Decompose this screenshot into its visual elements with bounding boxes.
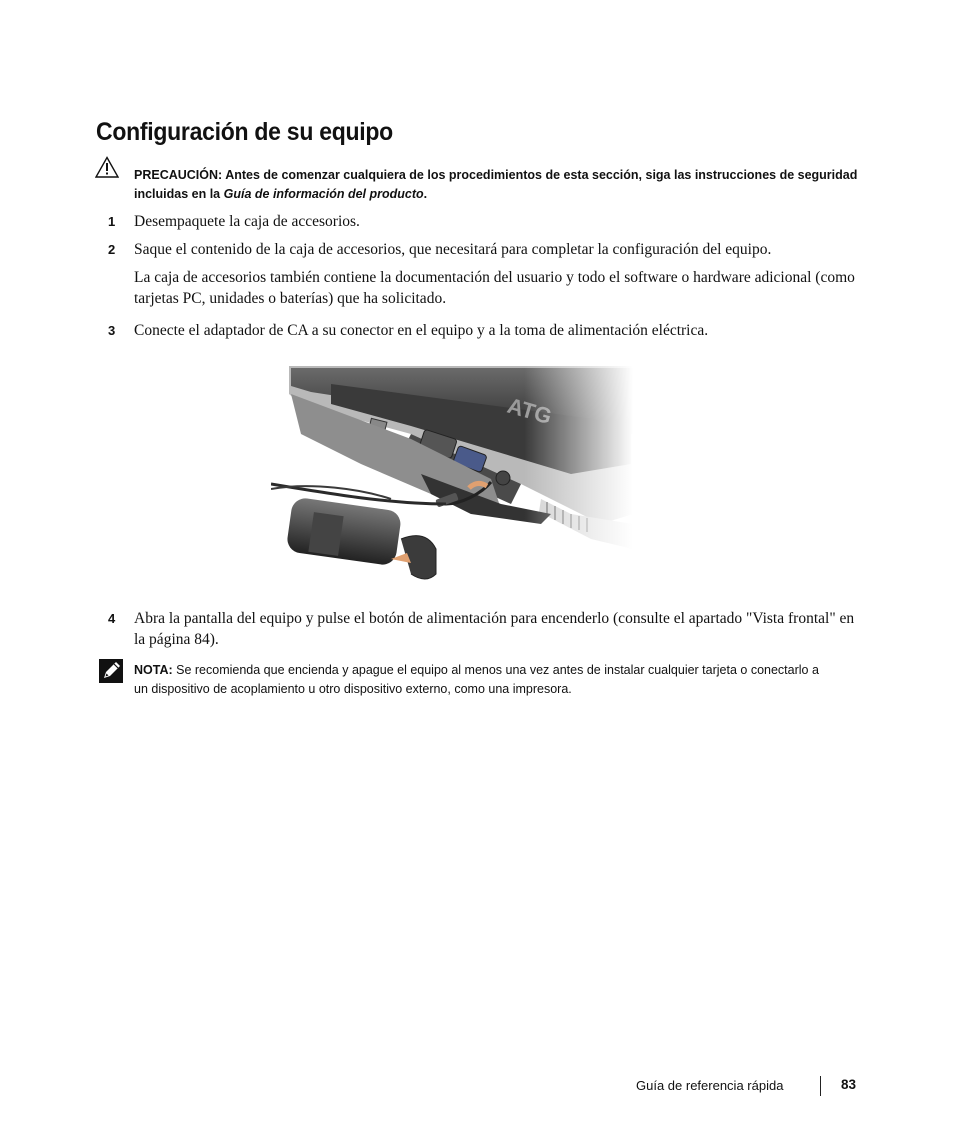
ac-adapter-illustration xyxy=(271,364,633,592)
footer-separator xyxy=(820,1076,821,1096)
step-text: Saque el contenido de la caja de accesorios, que necesitará para completar la configuración del equipo. xyxy=(134,241,772,258)
caution-message xyxy=(134,166,864,204)
footer-guide-title: Guía de referencia rápida xyxy=(636,1078,784,1093)
caution-label: PRECAUCIÓN: xyxy=(134,168,223,182)
note-message xyxy=(134,661,834,699)
step-text: Abra la pantalla del equipo y pulse el botón de alimentación para encenderlo (consulte el apartado "Vista frontal" en la página 84). xyxy=(134,610,855,648)
step-text: Conecte el adaptador de CA a su conector en el equipo y a la toma de alimentación eléctrica. xyxy=(134,322,709,339)
note-label: NOTA: xyxy=(134,663,173,677)
step-number: 2 xyxy=(108,242,116,257)
step-extra-text: La caja de accesorios también contiene la documentación del usuario y todo el software o hardware adicional (como tarjetas PC, unidades o baterías) que ha solicitado. xyxy=(134,269,855,307)
note-body: Se recomienda que encienda y apague el equipo al menos una vez antes de instalar cualquier tarjeta o conectarlo a un dispositivo de acoplamiento u otro dispositivo externo, como una impresora. xyxy=(134,663,819,696)
step-number: 4 xyxy=(108,611,116,626)
step-text: Desempaquete la caja de accesorios. xyxy=(134,213,360,230)
warning-triangle-icon xyxy=(95,156,119,178)
caution-end: . xyxy=(423,187,428,201)
caution-body: Antes de comenzar cualquiera de los procedimientos de esta sección, siga las instrucciones de seguridad incluidas en la xyxy=(134,168,858,201)
footer-page-number: 83 xyxy=(841,1077,857,1092)
page-title: Configuración de su equipo xyxy=(96,118,393,146)
step-number: 1 xyxy=(108,214,116,229)
step-number: 3 xyxy=(108,323,116,338)
note-pencil-icon xyxy=(99,659,123,683)
caution-doc-title: Guía de información del producto xyxy=(223,187,424,201)
